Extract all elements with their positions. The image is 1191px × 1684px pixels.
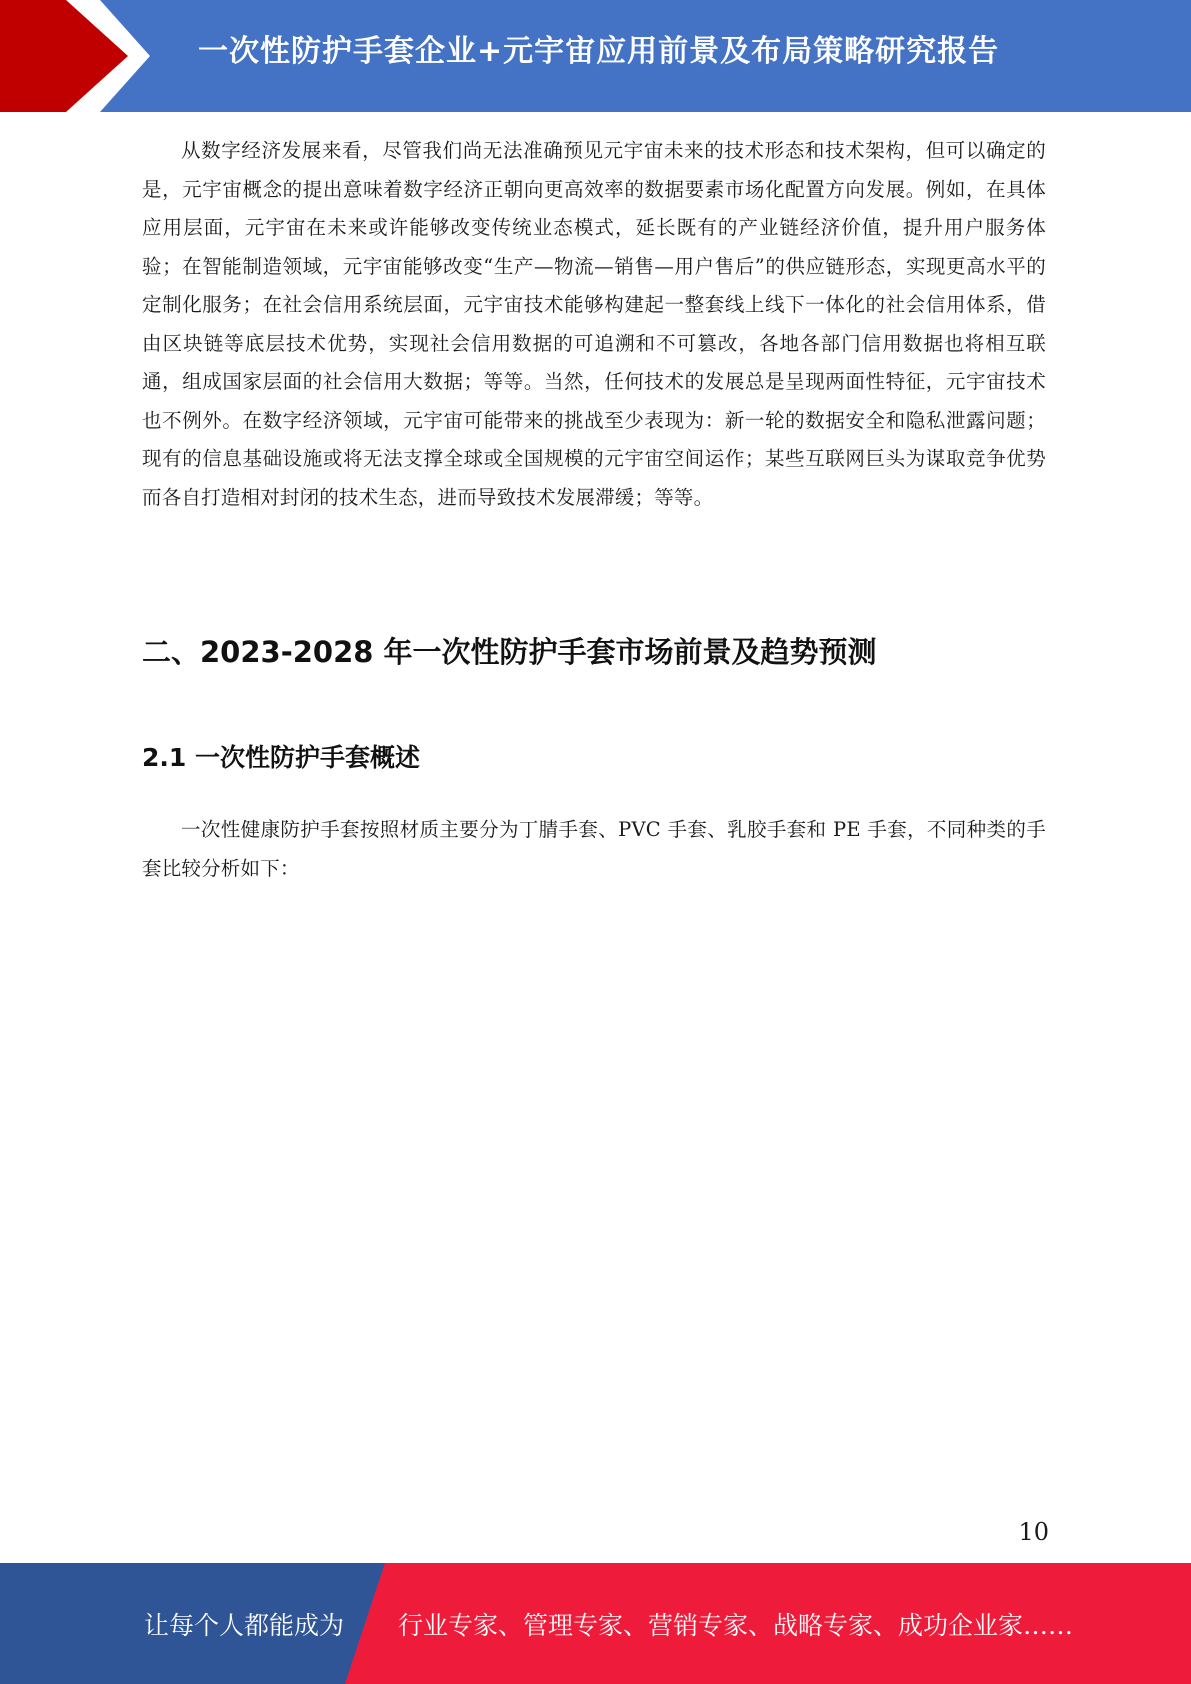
page-number: 10 xyxy=(1018,1518,1049,1546)
footer-slogan-right: 行业专家、管理专家、营销专家、战略专家、成功企业家…… xyxy=(398,1611,1074,1640)
report-title: 一次性防护手套企业+元宇宙应用前景及布局策略研究报告 xyxy=(198,34,1000,69)
page-header xyxy=(0,0,1191,112)
body-text-block-1 xyxy=(142,132,1046,517)
footer-slogan-left: 让每个人都能成为 xyxy=(144,1611,345,1640)
paragraph-digital-economy: 从数字经济发展来看，尽管我们尚无法准确预见元宇宙未来的技术形态和技术架构，但可以确定的是，元宇宙概念的提出意味着数字经济正朝向更高效率的数据要素市场化配置方向发展。例如，在具体应用层面，元宇宙在未来或许能够改变传统业态模式，延长既有的产业链经济价值，提升用户服务体验；在智能制造领域，元宇宙能够改变“生产—物流—销售—用户售后”的供应链形态，实现更高水平的定制化服务；在社会信用系统层面，元宇宙技术能够构建起一整套线上线下一体化的社会信用体系，借由区块链等底层技术优势，实现社会信用数据的可追溯和不可篡改，各地各部门信用数据也将相互联通，组成国家层面的社会信用大数据；等等。当然，任何技术的发展总是呈现两面性特征，元宇宙技术也不例外。在数字经济领域，元宇宙可能带来的挑战至少表现为：新一轮的数据安全和隐私泄露问题；现有的信息基础设施或将无法支撑全球或全国规模的元宇宙空间运作；某些互联网巨头为谋取竞争优势而各自打造相对封闭的技术生态，进而导致技术发展滞缓；等等。 xyxy=(142,139,1046,509)
section-heading: 二、2023-2028 年一次性防护手套市场前景及趋势预测 xyxy=(142,635,877,669)
subsection-heading: 2.1 一次性防护手套概述 xyxy=(142,743,420,772)
page-footer xyxy=(0,1563,1191,1684)
body-text-block-2 xyxy=(142,811,1046,888)
paragraph-glove-overview: 一次性健康防护手套按照材质主要分为丁腈手套、PVC 手套、乳胶手套和 PE 手套，不同种类的手套比较分析如下： xyxy=(142,818,1046,880)
